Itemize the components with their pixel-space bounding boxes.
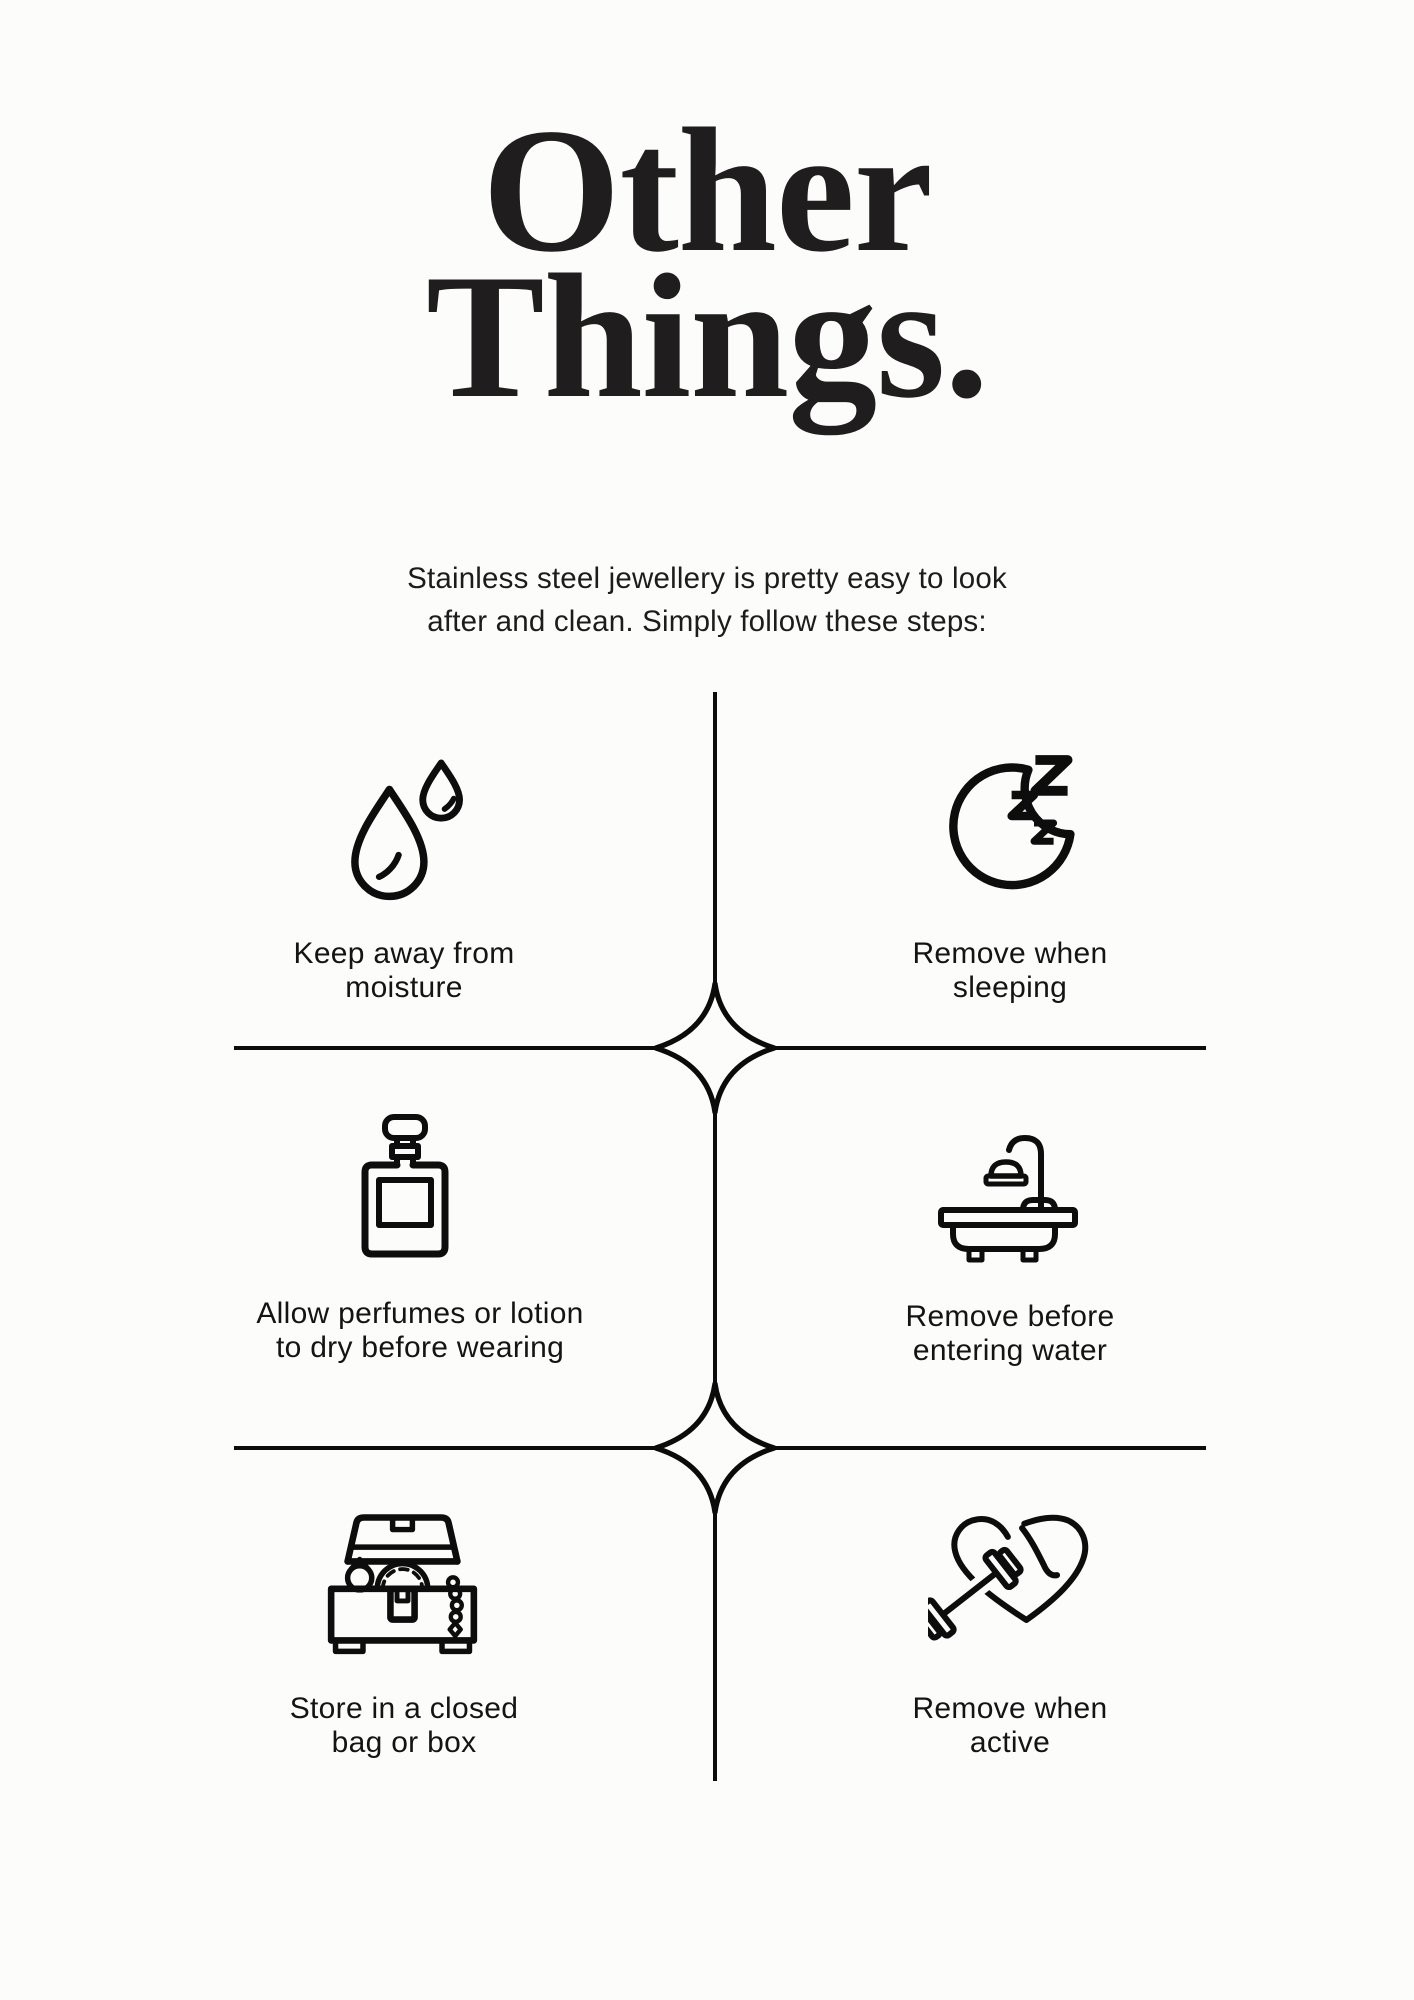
tip-label-line: moisture [345,971,463,1005]
tip-label-moisture [184,937,624,1005]
tip-label-line: entering water [912,1334,1108,1368]
page-title-line2: Things. [426,236,988,435]
page-title [0,91,1414,435]
sparkle-star-icon [652,1380,778,1516]
tip-label-line: sleeping [952,971,1068,1005]
perfume-bottle-icon [355,1113,455,1263]
intro-text [0,558,1414,644]
tip-label-line: Remove when [912,1692,1108,1725]
tip-label-line: Store in a closed [289,1692,519,1725]
tip-label-storage [184,1692,624,1760]
page-title-line1: Other [482,91,932,289]
moon-zzz-icon [943,753,1083,893]
tip-label-line: Keep away from [293,937,515,970]
tip-label-entering-water [790,1300,1230,1368]
tip-label-line: bag or box [331,1726,477,1760]
tip-label-line: to dry before wearing [275,1331,565,1365]
tip-label-sleeping [790,937,1230,1005]
heart-dumbbell-icon [928,1506,1103,1653]
tip-label-active [790,1692,1230,1760]
tip-label-line: Remove before [905,1300,1115,1333]
water-drops-icon [348,757,463,907]
jewellery-box-icon [320,1512,485,1658]
vertical-divider [713,692,717,1781]
tip-label-line: active [969,1726,1051,1760]
intro-line2: after and clean. Simply follow these steps: [427,604,987,638]
tip-label-perfume [190,1297,650,1365]
tip-label-line: Allow perfumes or lotion [256,1297,584,1330]
intro-line1: Stainless steel jewellery is pretty easy to look [407,562,1007,595]
sparkle-star-icon [652,980,778,1116]
bathtub-shower-icon [933,1120,1083,1265]
tip-label-line: Remove when [912,937,1108,970]
